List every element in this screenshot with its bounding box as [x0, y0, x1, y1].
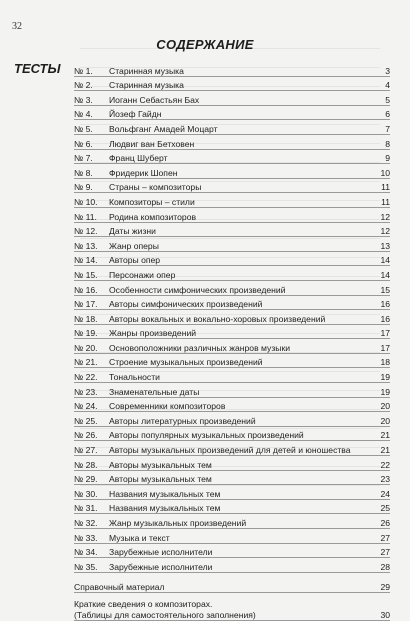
table-of-contents	[74, 62, 390, 621]
toc-entry[interactable]	[74, 500, 390, 515]
toc-entry-page: 21	[380, 430, 390, 441]
toc-entry-page: 29	[380, 582, 390, 593]
toc-entry-number: № 34.	[74, 547, 98, 558]
toc-entry-text: Авторы музыкальных тем	[109, 459, 212, 470]
toc-entry-text: Названия музыкальных тем	[109, 488, 221, 499]
toc-entry-page: 12	[380, 211, 390, 222]
toc-entry-text: Людвиг ван Бетховен	[109, 138, 195, 149]
toc-entry[interactable]	[74, 368, 390, 383]
toc-entry-number: № 30.	[74, 488, 98, 499]
toc-entry-text: Тональности	[109, 372, 160, 383]
toc-entry[interactable]	[74, 223, 390, 238]
toc-entry[interactable]	[74, 281, 390, 296]
toc-entry[interactable]	[74, 91, 390, 106]
toc-entry-number: № 8.	[74, 167, 93, 178]
toc-entry-text: Авторы литературных произведений	[109, 415, 256, 426]
toc-entry-text: Фридерик Шопен	[109, 167, 178, 178]
toc-entry-text: Страны – композиторы	[109, 182, 202, 193]
toc-entry-number: № 14.	[74, 255, 98, 266]
toc-entry-text-line1: Краткие сведения о композиторах.	[74, 599, 213, 610]
toc-entry-page: 10	[380, 167, 390, 178]
toc-entry[interactable]	[74, 77, 390, 92]
toc-entry-text: Названия музыкальных тем	[109, 503, 221, 514]
toc-entry-page: 11	[381, 182, 390, 193]
toc-entry-summary[interactable]	[74, 599, 390, 621]
toc-entry-number: № 10.	[74, 196, 98, 207]
toc-entry-page: 22	[380, 459, 390, 470]
toc-entry-page: 4	[385, 80, 390, 91]
toc-entry-page: 25	[380, 503, 390, 514]
toc-entry[interactable]	[74, 325, 390, 340]
toc-entry-number: № 33.	[74, 532, 98, 543]
toc-entry-page: 7	[385, 123, 390, 134]
toc-entry-page: 16	[380, 299, 390, 310]
toc-entry[interactable]	[74, 514, 390, 529]
toc-entry-page: 11	[381, 196, 390, 207]
toc-entries	[74, 62, 390, 573]
toc-entry[interactable]	[74, 62, 390, 77]
toc-entry-text: Жанры произведений	[109, 328, 197, 339]
toc-entry-page: 27	[380, 547, 390, 558]
toc-entry-page: 26	[380, 518, 390, 528]
toc-entry[interactable]	[74, 164, 390, 179]
toc-entry-number: № 22.	[74, 372, 98, 383]
toc-entry-number: № 4.	[74, 109, 93, 120]
toc-entry-number: № 35.	[74, 561, 98, 572]
toc-entry-number: № 25.	[74, 415, 98, 426]
toc-entry-text: Композиторы – стили	[109, 196, 195, 207]
toc-entry-text: Старинная музыка	[109, 80, 184, 91]
toc-entry-page: 14	[380, 269, 390, 280]
toc-entry[interactable]	[74, 544, 390, 559]
toc-entry-text: Авторы симфонических произведений	[109, 299, 263, 310]
toc-entry-text: Авторы опер	[109, 255, 161, 266]
toc-entry-number: № 32.	[74, 518, 98, 528]
toc-entry[interactable]	[74, 208, 390, 223]
toc-entry-number: № 31.	[74, 503, 98, 514]
toc-entry[interactable]	[74, 120, 390, 135]
toc-entry-page: 12	[380, 226, 390, 237]
toc-entry[interactable]	[74, 106, 390, 121]
toc-entry-page: 19	[380, 372, 390, 383]
toc-entry-number: № 16.	[74, 284, 98, 295]
toc-entry[interactable]	[74, 237, 390, 252]
toc-entry-text: Авторы популярных музыкальных произведений	[109, 430, 304, 441]
toc-entry-page: 17	[380, 342, 390, 353]
toc-entry-page: 8	[385, 138, 390, 149]
toc-entry[interactable]	[74, 339, 390, 354]
section-label-tests: ТЕСТЫ	[14, 61, 61, 76]
toc-entry[interactable]	[74, 427, 390, 442]
toc-entry-page: 3	[385, 65, 390, 76]
toc-entry[interactable]	[74, 179, 390, 194]
toc-entry-text: Авторы музыкальных произведений для детей и юношества	[109, 445, 351, 456]
toc-entry-page: 18	[380, 357, 390, 368]
toc-entry-text: Современники композиторов	[109, 401, 226, 412]
toc-entry-text: Музыка и текст	[109, 532, 170, 543]
toc-entry-number: № 2.	[74, 80, 93, 91]
toc-entry-number: № 24.	[74, 401, 98, 412]
toc-entry[interactable]	[74, 398, 390, 413]
toc-entry-number: № 21.	[74, 357, 98, 368]
toc-entry[interactable]	[74, 456, 390, 471]
toc-entry-number: № 1.	[74, 65, 93, 76]
toc-entry-page: 14	[380, 255, 390, 266]
toc-entry-number: № 3.	[74, 94, 93, 105]
toc-entry-page: 17	[380, 328, 390, 339]
toc-entry[interactable]	[74, 266, 390, 281]
toc-entry-text: Особенности симфонических произведений	[109, 284, 286, 295]
toc-entry-number: № 20.	[74, 342, 98, 353]
toc-entry-text: Жанр оперы	[109, 240, 159, 251]
toc-entry[interactable]	[74, 529, 390, 544]
toc-entry[interactable]	[74, 150, 390, 165]
toc-entry-text: Йозеф Гайдн	[109, 109, 162, 120]
toc-entry-text-line2: (Таблицы для самостоятельного заполнения)	[74, 610, 376, 621]
toc-entry-number: № 11.	[74, 211, 97, 222]
toc-entry[interactable]	[74, 135, 390, 150]
toc-entry-page: 6	[385, 109, 390, 120]
toc-entry-text: Вольфганг Амадей Моцарт	[109, 123, 218, 134]
toc-entry-number: № 5.	[74, 123, 93, 134]
toc-entry-page: 19	[380, 386, 390, 397]
toc-entry-number: № 15.	[74, 269, 98, 280]
toc-entry-number: № 26.	[74, 430, 98, 441]
toc-entry-number: № 29.	[74, 474, 98, 485]
page-number: 32	[12, 21, 22, 32]
toc-entry-text: Основоположники различных жанров музыки	[109, 342, 291, 353]
toc-entry-text: Авторы вокальных и вокально-хоровых произведений	[109, 313, 326, 324]
toc-entry[interactable]	[74, 412, 390, 427]
toc-entry-text: Даты жизни	[109, 226, 156, 237]
toc-entry-page: 16	[380, 313, 390, 324]
toc-entry-text: Справочный материал	[74, 582, 165, 593]
toc-entry-number: № 17.	[74, 299, 98, 310]
toc-entry-reference[interactable]	[74, 579, 390, 594]
toc-entry-page: 5	[385, 94, 390, 105]
toc-entry[interactable]	[74, 485, 390, 500]
toc-entry-text: Зарубежные исполнители	[109, 561, 213, 572]
toc-entry[interactable]	[74, 296, 390, 311]
toc-entry-text: Жанр музыкальных произведений	[109, 518, 247, 528]
toc-entry[interactable]	[74, 441, 390, 456]
toc-entry-page: 30	[376, 610, 390, 621]
toc-entry-number: № 12.	[74, 226, 98, 237]
toc-entry-text: Старинная музыка	[109, 65, 184, 76]
toc-entry-page: 20	[380, 401, 390, 412]
toc-entry-number: № 13.	[74, 240, 98, 251]
toc-entry-number: № 28.	[74, 459, 98, 470]
toc-entry-page: 13	[380, 240, 390, 251]
toc-entry-page: 27	[380, 532, 390, 543]
toc-entry-page: 24	[380, 488, 390, 499]
toc-entry-text: Персонажи опер	[109, 269, 176, 280]
toc-entry-text: Зарубежные исполнители	[109, 547, 213, 558]
toc-entry[interactable]	[74, 354, 390, 369]
toc-entry[interactable]	[74, 193, 390, 208]
toc-entry-text: Родина композиторов	[109, 211, 197, 222]
toc-entry[interactable]	[74, 471, 390, 486]
toc-entry-page: 23	[380, 474, 390, 485]
toc-entry-number: № 9.	[74, 182, 93, 193]
toc-entry-number: № 7.	[74, 153, 93, 164]
toc-entry-page: 15	[380, 284, 390, 295]
toc-entry-page: 9	[385, 153, 390, 164]
toc-entry-number: № 18.	[74, 313, 98, 324]
toc-entry-number: № 6.	[74, 138, 93, 149]
toc-entry-text: Знаменательные даты	[109, 386, 200, 397]
toc-entry-page: 21	[380, 445, 390, 456]
toc-entry-text: Авторы музыкальных тем	[109, 474, 212, 485]
toc-entry[interactable]	[74, 383, 390, 398]
toc-entry-text: Иоганн Себастьян Бах	[109, 94, 200, 105]
toc-entry-page: 28	[380, 561, 390, 572]
page-title: СОДЕРЖАНИЕ	[156, 37, 254, 52]
toc-entry-text: Франц Шуберт	[109, 153, 168, 164]
toc-entry-number: № 27.	[74, 445, 98, 456]
toc-entry-page: 20	[380, 415, 390, 426]
toc-entry-number: № 19.	[74, 328, 98, 339]
toc-entry[interactable]	[74, 310, 390, 325]
toc-entry[interactable]	[74, 558, 390, 573]
toc-entry-text: Строение музыкальных произведений	[109, 357, 263, 368]
toc-entry-number: № 23.	[74, 386, 98, 397]
toc-entry[interactable]	[74, 252, 390, 267]
